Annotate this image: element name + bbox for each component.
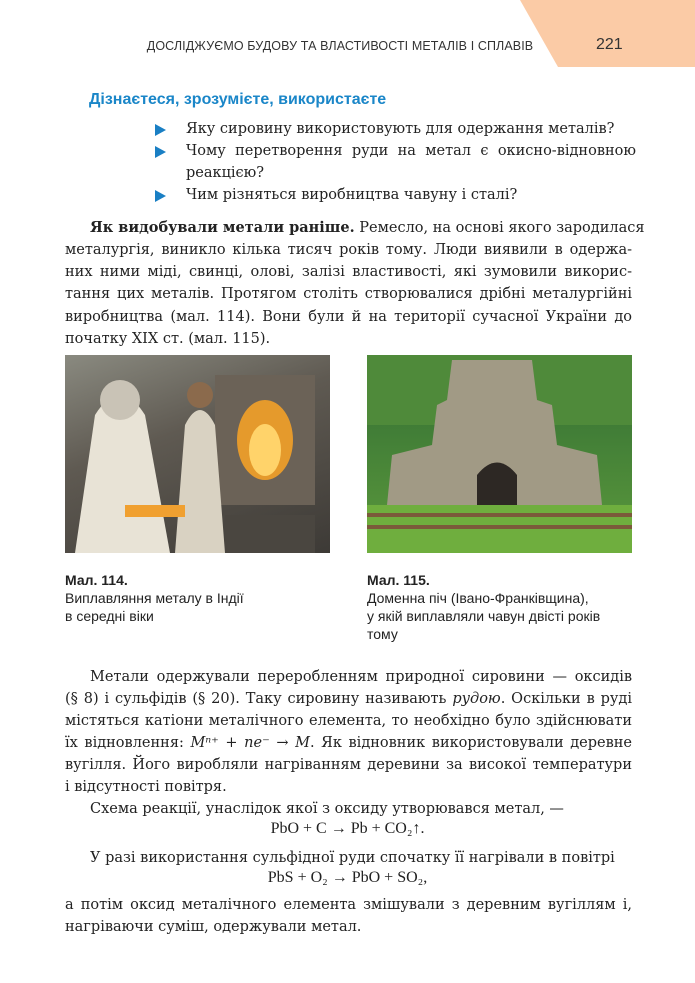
reaction-formula: PbO + C → Pb + CO₂↑. — [270, 820, 425, 837]
triangle-bullet-icon — [155, 124, 166, 136]
paragraph-line: Як видобували метали раніше. Ремесло, на основі якого зародилася — [90, 219, 645, 236]
paragraph-line: Схема реакції, унаслідок якої з оксиду утворювався метал, — — [90, 801, 564, 817]
paragraph-line: містяться катіони металічного елемента, то необхідно було здійснювати — [65, 713, 632, 729]
triangle-bullet-icon — [155, 190, 166, 202]
running-title: ДОСЛІДЖУЄМО БУДОВУ ТА ВЛАСТИВОСТІ МЕТАЛІВ І СПЛАВІВ — [146, 39, 534, 53]
paragraph-line: (§ 8) і сульфідів (§ 20). Таку сировину називають рудою. Оскільки в руді — [65, 691, 632, 707]
paragraph-line: і відсутності повітря. — [65, 779, 227, 795]
reduction-equation: Mⁿ⁺ + ne⁻ → M — [190, 735, 310, 751]
figure-115-image — [367, 355, 632, 553]
paragraph-line: Метали одержували переробленням природної сировини — оксидів — [90, 669, 632, 685]
paragraph-line: а потім оксид металічного елемента змішували з деревним вугіллям і, — [65, 897, 632, 913]
page-number: 221 — [596, 36, 623, 53]
chapter-tab — [0, 0, 695, 67]
paragraph-line: виробництва (мал. 114). Вони були й на території сучасної України до — [65, 309, 632, 325]
paragraph-line: нагріваючи суміш, одержували метал. — [65, 919, 362, 935]
paragraph-line: початку XIX ст. (мал. 115). — [65, 331, 271, 347]
figure-114-caption: Мал. 114. Виплавляння металу в Індії в середні віки — [65, 572, 244, 624]
paragraph-line: металургія, виникло кілька тисяч років тому. Люди виявили в одержа- — [65, 242, 632, 258]
figure-115-caption: Мал. 115. Доменна піч (Івано-Франківщина), у якій виплавляли чавун двісті років тому — [367, 572, 601, 642]
paragraph-line: них ними міді, свинці, олові, залізі властивості, які зумовили викорис- — [65, 264, 632, 280]
figure-114-image — [65, 355, 330, 553]
triangle-bullet-icon — [155, 146, 166, 158]
reaction-formula: PbS + O₂ → PbO + SO₂, — [267, 869, 428, 886]
goals-title: Дізнаєтеся, зрозумієте, використаєте — [89, 91, 387, 108]
paragraph-line: вугілля. Його виробляли нагріванням деревини за високої температури — [65, 757, 632, 773]
paragraph-line: тання цих металів. Протягом століть створювалися дрібні металургійні — [65, 286, 632, 302]
paragraph-line: У разі використання сульфідної руди спочатку її нагрівали в повітрі — [90, 850, 615, 866]
paragraph-line: їх відновлення: Mⁿ⁺ + ne⁻ → M. Як відновник використовували деревне — [65, 735, 632, 751]
